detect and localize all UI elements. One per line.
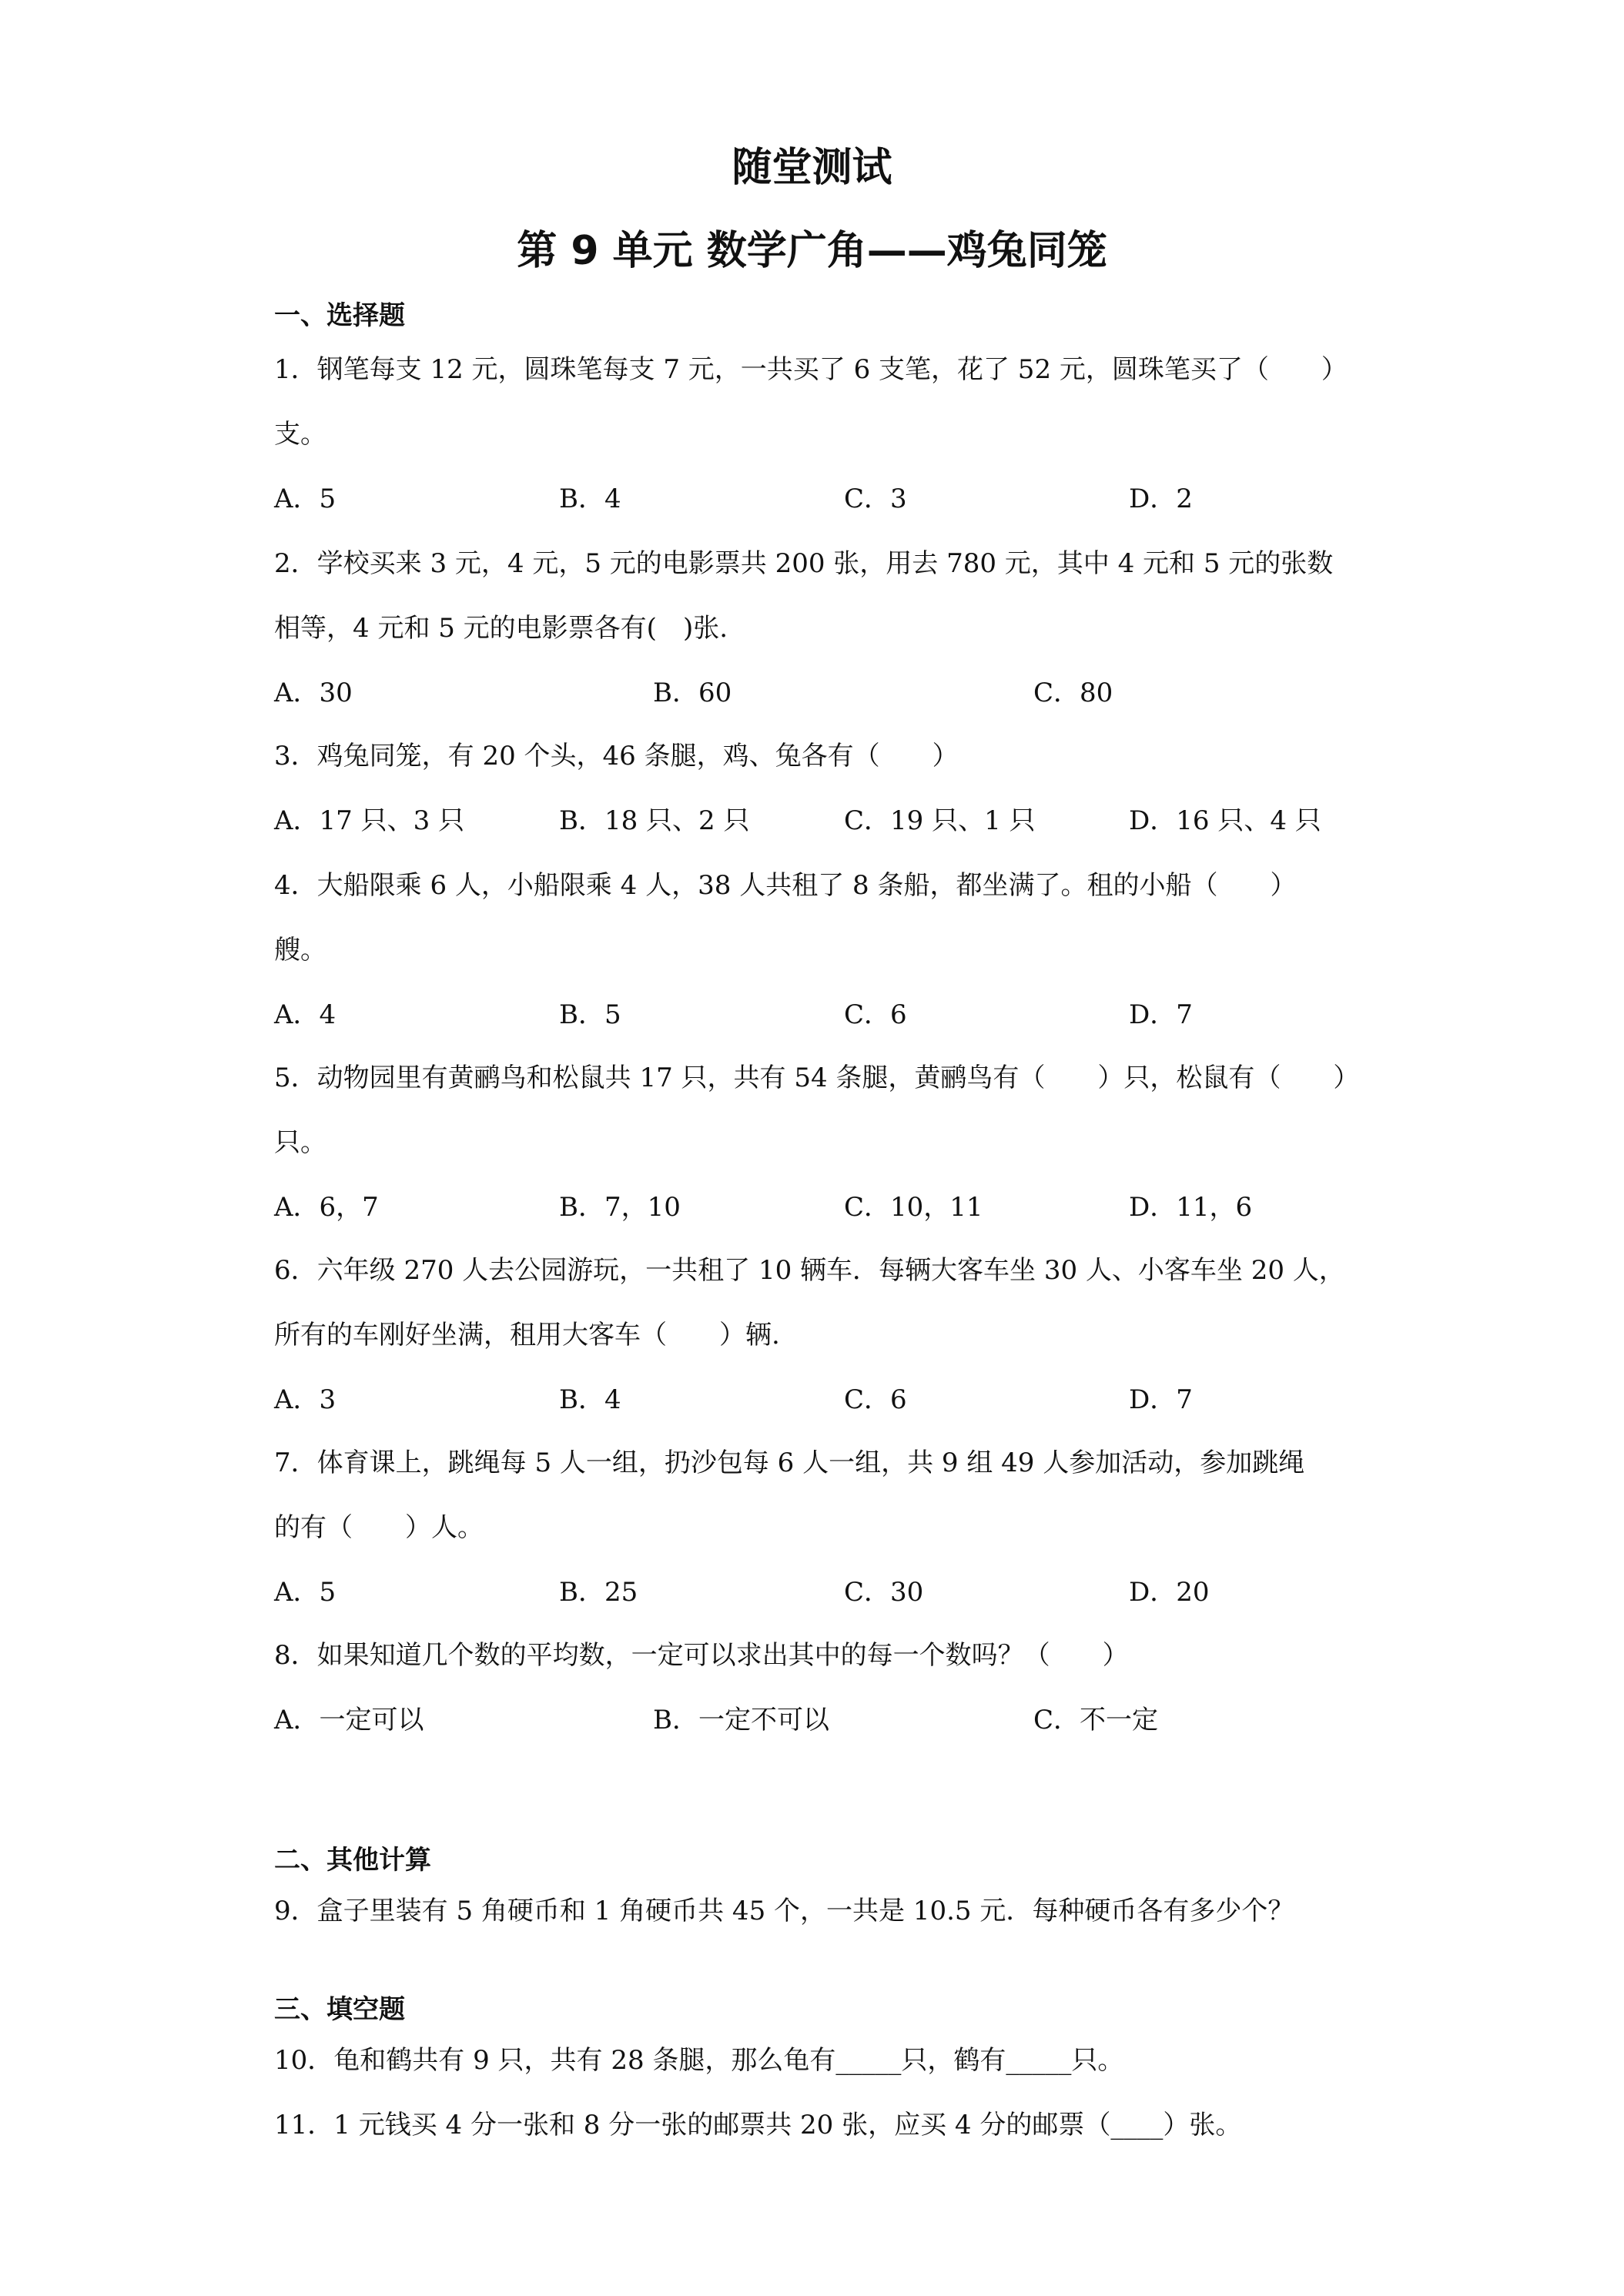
question-2-option-b: B．60 <box>653 678 732 708</box>
question-1-text: 1．钢笔每支 12 元，圆珠笔每支 7 元，一共买了 6 支笔，花了 52 元，圆珠笔买了（ ） <box>274 354 1348 385</box>
question-5-text-cont: 只。 <box>274 1127 326 1158</box>
question-7-option-d: D．20 <box>1129 1577 1210 1608</box>
question-7-text-cont: 的有（ ）人。 <box>274 1512 484 1543</box>
question-4-text: 4．大船限乘 6 人，小船限乘 4 人，38 人共租了 8 条船，都坐满了。租的小船（ ） <box>274 870 1297 901</box>
question-1-option-d: D．2 <box>1129 484 1193 514</box>
question-5-option-d: D．11，6 <box>1129 1192 1253 1223</box>
question-5-option-c: C．10，11 <box>844 1192 983 1223</box>
question-2-text: 2．学校买来 3 元，4 元，5 元的电影票共 200 张，用去 780 元，其中 4 元和 5 元的张数 <box>274 548 1334 579</box>
question-3-option-b: B．18 只、2 只 <box>559 805 750 836</box>
question-1-option-a: A．5 <box>274 484 337 514</box>
question-7-option-a: A．5 <box>274 1577 337 1608</box>
question-3-option-d: D．16 只、4 只 <box>1129 805 1321 836</box>
question-3-text: 3．鸡兔同笼，有 20 个头，46 条腿，鸡、兔各有（ ） <box>274 741 959 771</box>
question-8-option-c: C．不一定 <box>1033 1705 1159 1735</box>
question-8-option-a: A．一定可以 <box>274 1705 424 1735</box>
question-9-text: 9．盒子里装有 5 角硬币和 1 角硬币共 45 个，一共是 10.5 元．每种硬币各有多少个？ <box>274 1896 1294 1926</box>
question-3-option-c: C．19 只、1 只 <box>844 805 1036 836</box>
question-2-option-c: C．80 <box>1033 678 1113 708</box>
question-7-option-c: C．30 <box>844 1577 924 1608</box>
section-heading-fill-blank: 三、填空题 <box>274 1994 405 2025</box>
question-1-text-cont: 支。 <box>274 419 326 450</box>
section-heading-choice: 一、选择题 <box>274 300 405 331</box>
question-7-option-b: B．25 <box>559 1577 638 1608</box>
question-7-text: 7．体育课上，跳绳每 5 人一组，扔沙包每 6 人一组，共 9 组 49 人参加活动，参加跳绳 <box>274 1448 1305 1478</box>
question-6-option-c: C．6 <box>844 1384 907 1415</box>
question-6-option-a: A．3 <box>274 1384 337 1415</box>
question-3-option-a: A．17 只、3 只 <box>274 805 465 836</box>
question-11-text: 11．1 元钱买 4 分一张和 8 分一张的邮票共 20 张，应买 4 分的邮票（____）张。 <box>274 2110 1242 2140</box>
question-4-text-cont: 艘。 <box>274 935 326 966</box>
section-heading-calculation: 二、其他计算 <box>274 1845 431 1876</box>
question-5-option-b: B．7，10 <box>559 1192 681 1223</box>
question-6-option-b: B．4 <box>559 1384 621 1415</box>
question-2-option-a: A．30 <box>274 678 353 708</box>
question-4-option-c: C．6 <box>844 999 907 1030</box>
question-5-text: 5．动物园里有黄鹂鸟和松鼠共 17 只，共有 54 条腿，黄鹂鸟有（ ）只，松鼠有（ ） <box>274 1063 1360 1093</box>
question-4-option-b: B．5 <box>559 999 621 1030</box>
question-2-text-cont: 相等，4 元和 5 元的电影票各有( )张. <box>274 613 728 644</box>
question-10-text: 10．龟和鹤共有 9 只，共有 28 条腿，那么龟有_____只，鹤有_____只。 <box>274 2045 1124 2076</box>
question-6-text: 6．六年级 270 人去公园游玩，一共租了 10 辆车．每辆大客车坐 30 人、小客车坐 20 人， <box>274 1255 1345 1286</box>
question-6-option-d: D．7 <box>1129 1384 1193 1415</box>
question-1-option-c: C．3 <box>844 484 907 514</box>
page-title: 随堂测试 <box>732 145 892 191</box>
question-1-option-b: B．4 <box>559 484 621 514</box>
question-4-option-a: A．4 <box>274 999 337 1030</box>
question-8-text: 8．如果知道几个数的平均数，一定可以求出其中的每一个数吗？（ ） <box>274 1640 1129 1671</box>
question-8-option-b: B．一定不可以 <box>653 1705 829 1735</box>
page-subtitle: 第 9 单元 数学广角——鸡兔同笼 <box>517 228 1107 274</box>
question-4-option-d: D．7 <box>1129 999 1193 1030</box>
question-5-option-a: A．6，7 <box>274 1192 379 1223</box>
question-6-text-cont: 所有的车刚好坐满，租用大客车（ ）辆. <box>274 1320 780 1350</box>
